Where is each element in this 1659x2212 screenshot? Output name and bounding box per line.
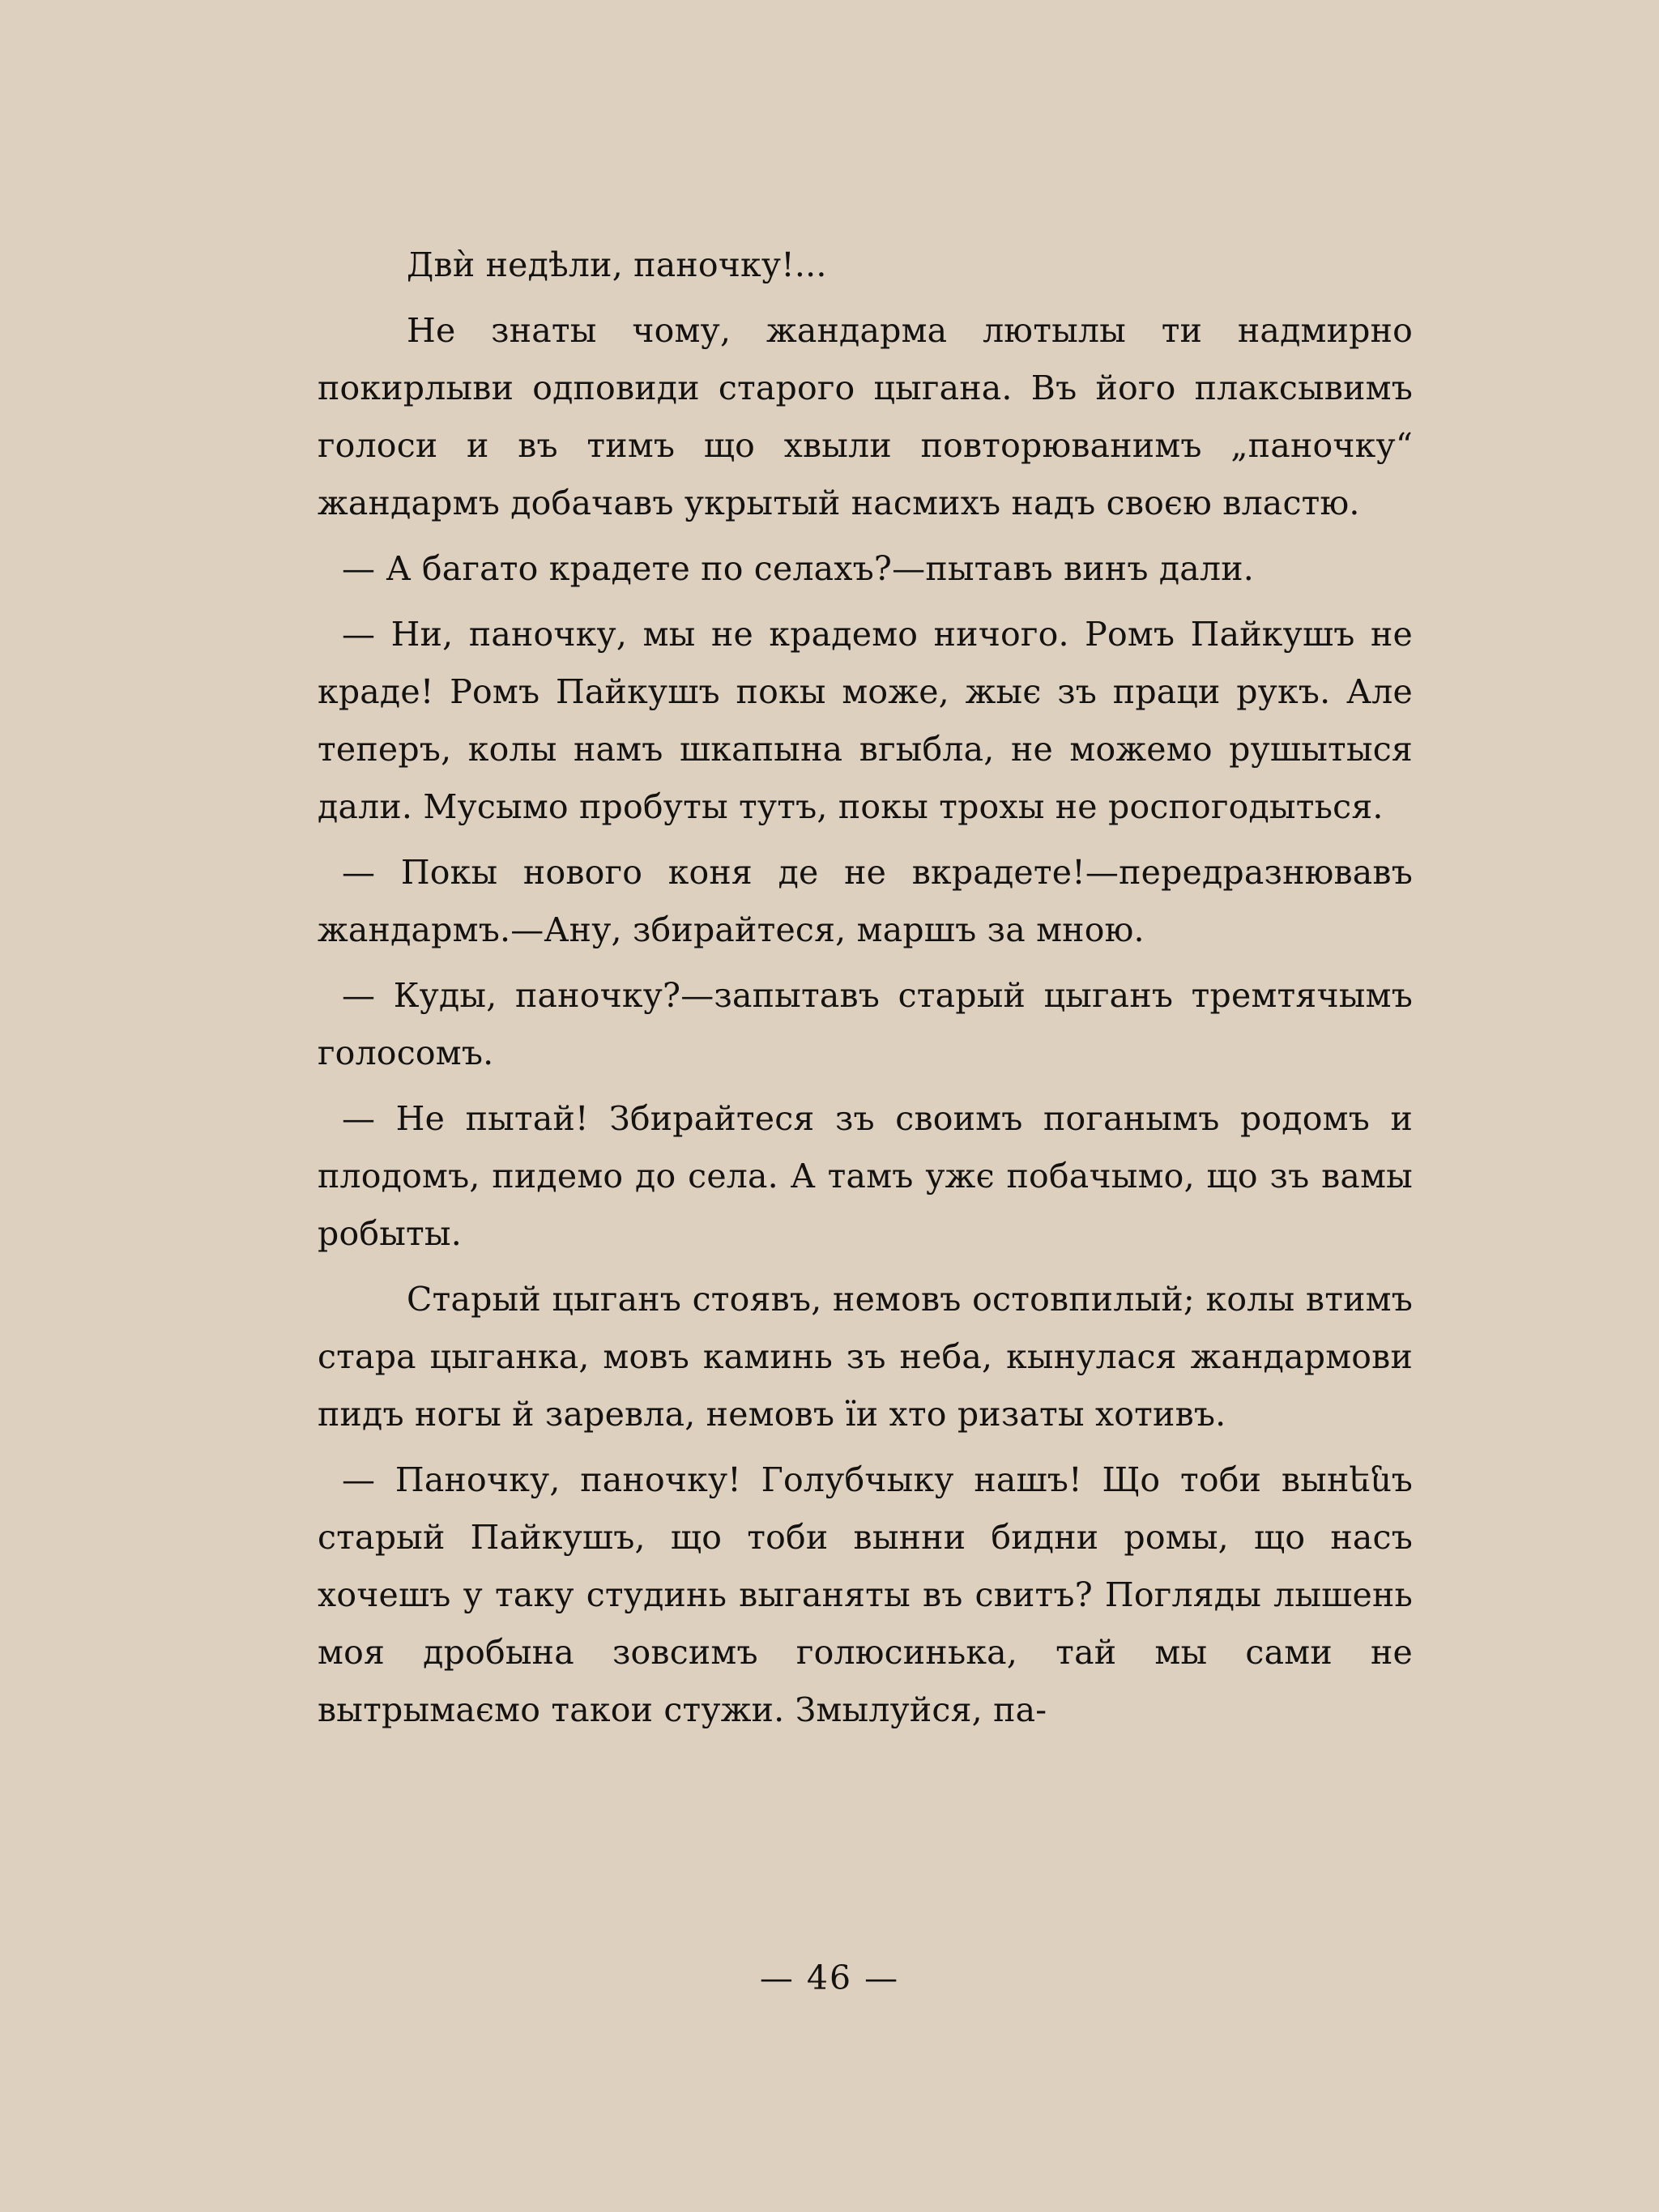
page-number: — 46 — bbox=[759, 1958, 900, 1997]
paragraph-8: Старый цыганъ стоявъ, немовъ остовпилый; колы втимъ стара цыганка, мовъ каминь зъ неба, кынулася жандармови пидъ ногы й заревла, немовъ ïи хто ризаты хотивъ. bbox=[318, 1280, 1413, 1434]
body-text bbox=[318, 237, 1413, 1739]
paragraph-6: — Куды, паночку?—запытавъ старый цыганъ тремтячымъ голосомъ. bbox=[318, 976, 1413, 1072]
paragraph-1: Двѝ недѣли, паночку!... bbox=[407, 245, 827, 284]
paragraph-7: — Не пытай! Збирайтеся зъ своимъ поганымъ родомъ и плодомъ, пидемо до села. А тамъ ужє побачымо, що зъ вамы робыты. bbox=[318, 1099, 1413, 1253]
paragraph-2: Не знаты чому, жандарма лютылы ти надмирно покирлыви одповиди старого цыгана. Въ його плаксывимъ голоси и въ тимъ що хвыли повторюванимъ „паночку“ жандармъ добачавъ укрытый насмихъ надъ своєю властю. bbox=[318, 311, 1413, 522]
paragraph-9: — Паночку, паночку! Голубчыку нашъ! Що тоби вынենъ старый Пайкушъ, що тоби вынни бидни ромы, що насъ хочешъ у таку студинь выганяты въ свитъ? Погляды лышень моя дробына зовсимъ голюсинька, тай мы сами не вытрымаємо такои стужи. Змылуйся, па- bbox=[318, 1460, 1413, 1729]
paragraph-3: — А багато крадете по селахъ?—пытавъ винъ дали. bbox=[342, 549, 1254, 588]
paragraph-4: — Ни, паночку, мы не крадемо ничого. Ромъ Пайкушъ не краде! Ромъ Пайкушъ покы може, жыє зъ праци рукъ. Але теперъ, колы намъ шкапына вгыбла, не можемо рушытыся дали. Мусымо пробуты тутъ, покы трохы не роспогодыться. bbox=[318, 615, 1413, 826]
paragraph-5: — Покы нового коня де не вкрадете!—передразнювавъ жандармъ.—Ану, збирайтеся, маршъ за мною. bbox=[318, 853, 1413, 949]
